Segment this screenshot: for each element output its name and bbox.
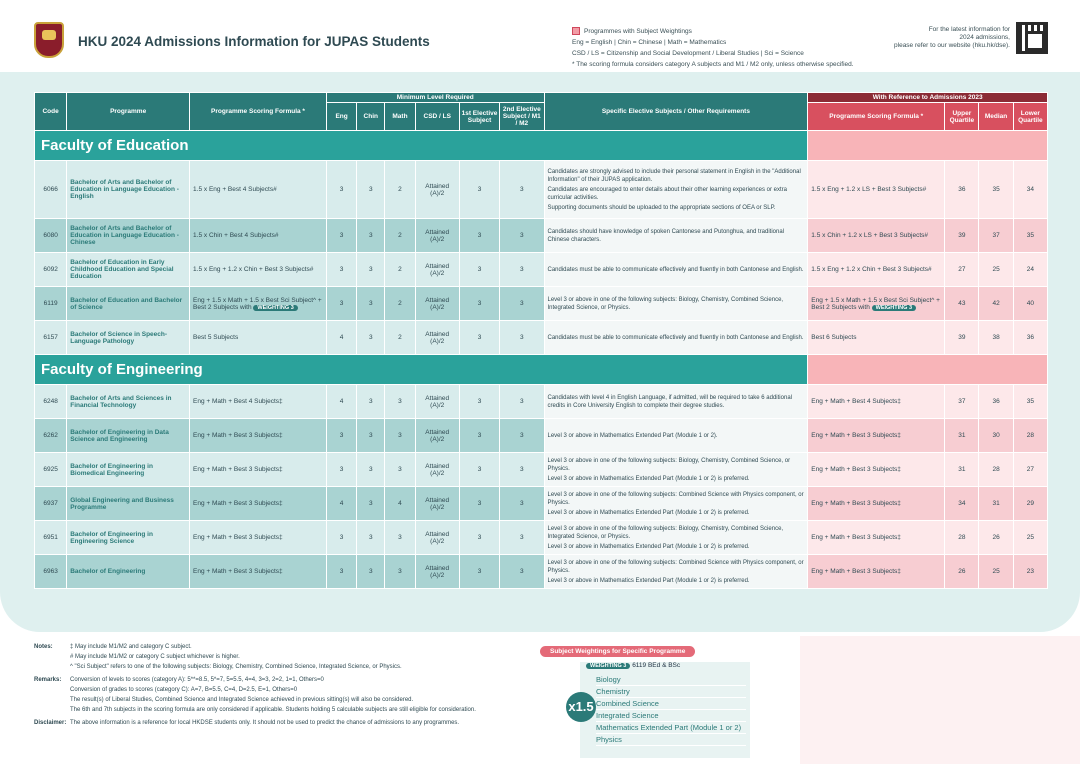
scoring-formula: 1.5 x Chin + Best 4 Subjects#: [190, 219, 327, 253]
median: 25: [979, 253, 1013, 287]
header-programme: Programme: [67, 93, 190, 131]
remark-text: The 6th and 7th subjects in the scoring formula are only considered if applicable. Students holding 5 calculable subjects are still eligible for consideration.: [70, 707, 476, 713]
min-elective1: 3: [459, 321, 499, 355]
scoring-formula: 1.5 x Eng + 1.2 x Chin + Best 3 Subjects#: [190, 253, 327, 287]
ref-formula: Best 6 Subjects: [808, 321, 945, 355]
min-csd: Attained (A)/2: [415, 555, 459, 589]
ref-formula: [808, 287, 945, 321]
programme-code: 6925: [35, 453, 67, 487]
median: 31: [979, 487, 1013, 521]
min-eng: 4: [326, 321, 356, 355]
disclaimer-label: Disclaimer:: [34, 720, 67, 726]
weighting-subject-list: [596, 674, 746, 746]
admissions-table: [34, 92, 1048, 589]
upper-quartile: 28: [945, 521, 979, 555]
min-eng: 4: [326, 487, 356, 521]
note-text: ^ "Sci Subject" refers to one of the following subjects: Biology, Chemistry, Combined Science, Integrated Science, or Physics.: [70, 664, 402, 670]
min-chin: 3: [357, 287, 385, 321]
website-info: [870, 26, 1010, 50]
header: [0, 0, 1080, 80]
header-csd: CSD / LS: [415, 103, 459, 131]
website-line1: For the latest information for: [928, 26, 1010, 33]
requirements: Candidates with level 4 in English Language, if admitted, will be required to take 6 additional credits in Core University English to complete their degree studies.: [544, 385, 808, 419]
min-math: 3: [385, 453, 415, 487]
requirement-text: Level 3 or above in Mathematics Extended Part (Module 1 or 2) is preferred.: [547, 543, 750, 550]
min-math: 2: [385, 321, 415, 355]
requirements: [544, 555, 808, 589]
programme-name[interactable]: Bachelor of Science in Speech-Language Pathology: [67, 321, 190, 355]
programme-code: 6119: [35, 287, 67, 321]
programme-name[interactable]: Bachelor of Education in Early Childhood Education and Special Education: [67, 253, 190, 287]
notes-section: [34, 642, 534, 728]
min-eng: 3: [326, 453, 356, 487]
min-elective1: 3: [459, 453, 499, 487]
header-chin: Chin: [357, 103, 385, 131]
scoring-formula-text: Eng + 1.5 x Math + 1.5 x Best Sci Subject^ + Best 2 Subjects with: [193, 296, 322, 311]
requirement-text: Level 3 or above in Mathematics Extended Part (Module 1 or 2) is preferred.: [547, 577, 750, 584]
min-elective1: 3: [459, 161, 499, 219]
scoring-formula: Best 5 Subjects: [190, 321, 327, 355]
requirement-text: Level 3 or above in Mathematics Extended Part (Module 1 or 2) is preferred.: [547, 509, 750, 516]
programme-code: 6951: [35, 521, 67, 555]
header-lower-quartile: Lower Quartile: [1013, 103, 1047, 131]
requirements: [544, 161, 808, 219]
min-elective1: 3: [459, 253, 499, 287]
min-csd: Attained (A)/2: [415, 161, 459, 219]
requirement-text: Candidates are encouraged to enter details about their other learning experiences or extra curricular activities.: [547, 186, 787, 201]
lower-quartile: 28: [1013, 419, 1047, 453]
weighting-badge: WEIGHTING 3: [253, 305, 297, 311]
remarks-label: Remarks:: [34, 677, 62, 683]
requirements: [544, 487, 808, 521]
requirement-text: Level 3 or above in Mathematics Extended Part (Module 1 or 2) is preferred.: [547, 475, 750, 482]
min-elective2: 3: [500, 555, 544, 589]
median: 36: [979, 385, 1013, 419]
lower-quartile: 35: [1013, 385, 1047, 419]
header-eng: Eng: [326, 103, 356, 131]
upper-quartile: 34: [945, 487, 979, 521]
min-chin: 3: [357, 487, 385, 521]
min-eng: 3: [326, 521, 356, 555]
requirement-text: Candidates are strongly advised to include their personal statement in English in the "Additional Information" of their JUPAS application.: [547, 168, 801, 183]
table-row: [35, 419, 1048, 453]
min-elective1: 3: [459, 385, 499, 419]
requirements: [544, 453, 808, 487]
ref-formula: 1.5 x Eng + 1.2 x Chin + Best 3 Subjects#: [808, 253, 945, 287]
note-text: ‡ May include M1/M2 and category C subject.: [70, 644, 192, 650]
programme-name[interactable]: Global Engineering and Business Programme: [67, 487, 190, 521]
programme-name[interactable]: Bachelor of Engineering in Biomedical Engineering: [67, 453, 190, 487]
min-chin: 3: [357, 253, 385, 287]
legend: [572, 26, 854, 70]
min-eng: 3: [326, 287, 356, 321]
scoring-formula: Eng + Math + Best 3 Subjects‡: [190, 521, 327, 555]
subject-weightings-box: [540, 640, 740, 760]
legend-line3: * The scoring formula considers category A subjects and M1 / M2 only, unless otherwise specified.: [572, 61, 854, 68]
remark-text: Conversion of levels to scores (category A): 5**=8.5, 5*=7, 5=5.5, 4=4, 3=3, 2=2, 1=1, Others=0: [70, 677, 324, 683]
list-item: Chemistry: [596, 686, 746, 698]
min-elective2: 3: [500, 287, 544, 321]
table-row: [35, 219, 1048, 253]
header-elective1: 1st Elective Subject: [459, 103, 499, 131]
min-elective2: 3: [500, 487, 544, 521]
min-elective1: 3: [459, 219, 499, 253]
header-requirements: Specific Elective Subjects / Other Requirements: [544, 93, 808, 131]
programme-code: 6248: [35, 385, 67, 419]
ref-formula: Eng + Math + Best 3 Subjects‡: [808, 419, 945, 453]
table-row: [35, 453, 1048, 487]
min-csd: Attained (A)/2: [415, 287, 459, 321]
header-code: Code: [35, 93, 67, 131]
lower-quartile: 23: [1013, 555, 1047, 589]
min-chin: 3: [357, 419, 385, 453]
subject-weightings-title: Subject Weightings for Specific Programme: [540, 646, 695, 657]
scoring-formula: Eng + Math + Best 3 Subjects‡: [190, 555, 327, 589]
min-chin: 3: [357, 219, 385, 253]
requirement-text: Supporting documents should be uploaded to the appropriate sections of OEA or SLP.: [547, 204, 776, 211]
min-elective2: 3: [500, 521, 544, 555]
legend-line2: CSD / LS = Citizenship and Social Development / Liberal Studies | Sci = Science: [572, 50, 804, 57]
table-row: [35, 287, 1048, 321]
requirement-text: Level 3 or above in one of the following subjects: Biology, Chemistry, Combined Science, or Physics.: [547, 457, 791, 472]
lower-quartile: 29: [1013, 487, 1047, 521]
faculty-education-pink: [808, 131, 1048, 161]
programme-code: 6963: [35, 555, 67, 589]
hku-crest-icon: [34, 22, 64, 58]
min-math: 3: [385, 555, 415, 589]
min-elective1: 3: [459, 521, 499, 555]
scoring-formula: Eng + Math + Best 3 Subjects‡: [190, 487, 327, 521]
table-row: [35, 385, 1048, 419]
requirement-text: Level 3 or above in one of the following subjects: Biology, Chemistry, Combined Science, Integrated Science, or Physics.: [547, 525, 784, 540]
scoring-formula: Eng + Math + Best 3 Subjects‡: [190, 419, 327, 453]
min-eng: 3: [326, 161, 356, 219]
min-elective2: 3: [500, 385, 544, 419]
legend-weighting: Programmes with Subject Weightings: [584, 28, 692, 35]
upper-quartile: 37: [945, 385, 979, 419]
table-row: [35, 321, 1048, 355]
median: 37: [979, 219, 1013, 253]
median: 28: [979, 453, 1013, 487]
median: 35: [979, 161, 1013, 219]
min-elective2: 3: [500, 453, 544, 487]
table-row: [35, 555, 1048, 589]
min-csd: Attained (A)/2: [415, 487, 459, 521]
min-elective1: 3: [459, 419, 499, 453]
ref-formula: Eng + Math + Best 3 Subjects‡: [808, 555, 945, 589]
programme-name[interactable]: Bachelor of Arts and Bachelor of Education in Language Education - English: [67, 161, 190, 219]
header-upper-quartile: Upper Quartile: [945, 103, 979, 131]
min-eng: 3: [326, 253, 356, 287]
lower-quartile: 35: [1013, 219, 1047, 253]
header-reference: With Reference to Admissions 2023: [808, 93, 1048, 103]
upper-quartile: 27: [945, 253, 979, 287]
min-chin: 3: [357, 385, 385, 419]
min-math: 2: [385, 253, 415, 287]
scoring-formula: [190, 287, 327, 321]
ref-formula: 1.5 x Eng + 1.2 x LS + Best 3 Subjects#: [808, 161, 945, 219]
programme-name[interactable]: Bachelor of Engineering in Engineering Science: [67, 521, 190, 555]
programme-code: 6157: [35, 321, 67, 355]
faculty-education-heading: Faculty of Education: [35, 131, 808, 161]
programme-code: 6262: [35, 419, 67, 453]
disclaimer-text: The above information is a reference for local HKDSE students only. It should not be used to predict the chance of admissions to any programmes.: [70, 720, 460, 726]
requirement-text: Level 3 or above in one of the following subjects: Combined Science with Physics component, or Physics.: [547, 491, 804, 506]
multiplier-badge: x1.5: [566, 692, 596, 722]
header-math: Math: [385, 103, 415, 131]
min-csd: Attained (A)/2: [415, 253, 459, 287]
min-chin: 3: [357, 161, 385, 219]
min-eng: 3: [326, 555, 356, 589]
min-elective2: 3: [500, 321, 544, 355]
ref-formula: Eng + Math + Best 3 Subjects‡: [808, 521, 945, 555]
min-csd: Attained (A)/2: [415, 219, 459, 253]
min-math: 3: [385, 385, 415, 419]
note-text: # May include M1/M2 or category C subject whichever is higher.: [70, 654, 240, 660]
weighting-badge: WEIGHTING 3: [586, 663, 630, 669]
upper-quartile: 39: [945, 321, 979, 355]
website-line3[interactable]: please refer to our website (hku.hk/dse).: [894, 42, 1010, 49]
lower-quartile: 25: [1013, 521, 1047, 555]
min-chin: 3: [357, 521, 385, 555]
qr-code-icon[interactable]: [1016, 22, 1048, 54]
programme-code: 6066: [35, 161, 67, 219]
table-row: [35, 487, 1048, 521]
lower-quartile: 27: [1013, 453, 1047, 487]
requirements: Candidates must be able to communicate effectively and fluently in both Cantonese and English.: [544, 321, 808, 355]
upper-quartile: 26: [945, 555, 979, 589]
programme-code: 6080: [35, 219, 67, 253]
median: 26: [979, 521, 1013, 555]
programme-code: 6092: [35, 253, 67, 287]
min-csd: Attained (A)/2: [415, 385, 459, 419]
scoring-formula: 1.5 x Eng + Best 4 Subjects#: [190, 161, 327, 219]
min-eng: 3: [326, 219, 356, 253]
min-csd: Attained (A)/2: [415, 321, 459, 355]
min-math: 2: [385, 219, 415, 253]
upper-quartile: 36: [945, 161, 979, 219]
min-chin: 3: [357, 321, 385, 355]
header-min-level: Minimum Level Required: [326, 93, 544, 103]
median: 25: [979, 555, 1013, 589]
requirements: Level 3 or above in Mathematics Extended Part (Module 1 or 2).: [544, 419, 808, 453]
scoring-formula: Eng + Math + Best 3 Subjects‡: [190, 453, 327, 487]
ref-formula-text: Eng + 1.5 x Math + 1.5 x Best Sci Subject^ + Best 2 Subjects with: [811, 296, 940, 311]
table-row: [35, 161, 1048, 219]
weighting-badge: WEIGHTING 3: [872, 305, 916, 311]
lower-quartile: 34: [1013, 161, 1047, 219]
list-item: Combined Science: [596, 698, 746, 710]
upper-quartile: 43: [945, 287, 979, 321]
min-math: 4: [385, 487, 415, 521]
ref-formula: Eng + Math + Best 3 Subjects‡: [808, 453, 945, 487]
programme-name[interactable]: Bachelor of Engineering in Data Science and Engineering: [67, 419, 190, 453]
median: 42: [979, 287, 1013, 321]
min-elective2: 3: [500, 161, 544, 219]
header-median: Median: [979, 103, 1013, 131]
legend-line1: Eng = English | Chin = Chinese | Math = Mathematics: [572, 39, 727, 46]
lower-quartile: 36: [1013, 321, 1047, 355]
programme-name[interactable]: Bachelor of Engineering: [67, 555, 190, 589]
page-title: HKU 2024 Admissions Information for JUPAS Students: [78, 34, 430, 49]
median: 38: [979, 321, 1013, 355]
list-item: Physics: [596, 734, 746, 746]
min-elective1: 3: [459, 555, 499, 589]
min-math: 2: [385, 287, 415, 321]
min-chin: 3: [357, 555, 385, 589]
requirements: Level 3 or above in one of the following subjects: Biology, Chemistry, Combined Science, Integrated Science, or Physics.: [544, 287, 808, 321]
ref-formula: Eng + Math + Best 4 Subjects‡: [808, 385, 945, 419]
programme-name[interactable]: Bachelor of Education and Bachelor of Science: [67, 287, 190, 321]
table-row: [35, 253, 1048, 287]
remark-text: The result(s) of Liberal Studies, Combined Science and Integrated Science achieved in previous sitting(s) will also be considered.: [70, 697, 414, 703]
ref-formula: Eng + Math + Best 3 Subjects‡: [808, 487, 945, 521]
list-item: Integrated Science: [596, 710, 746, 722]
weighting-header: [586, 662, 680, 669]
list-item: Mathematics Extended Part (Module 1 or 2): [596, 722, 746, 734]
header-formula: Programme Scoring Formula *: [190, 93, 327, 131]
min-math: 3: [385, 521, 415, 555]
min-elective1: 3: [459, 487, 499, 521]
remark-text: Conversion of grades to scores (category C): A=7, B=5.5, C=4, D=2.5, E=1, Others=0: [70, 687, 298, 693]
min-csd: Attained (A)/2: [415, 521, 459, 555]
notes-label: Notes:: [34, 644, 53, 650]
min-eng: 4: [326, 385, 356, 419]
min-csd: Attained (A)/2: [415, 419, 459, 453]
lower-quartile: 40: [1013, 287, 1047, 321]
min-math: 3: [385, 419, 415, 453]
ref-formula: 1.5 x Chin + 1.2 x LS + Best 3 Subjects#: [808, 219, 945, 253]
programme-code: 6937: [35, 487, 67, 521]
table-row: [35, 521, 1048, 555]
header-ref-formula: Programme Scoring Formula *: [808, 103, 945, 131]
min-chin: 3: [357, 453, 385, 487]
programme-name[interactable]: Bachelor of Arts and Sciences in Financial Technology: [67, 385, 190, 419]
list-item: Biology: [596, 674, 746, 686]
lower-quartile: 24: [1013, 253, 1047, 287]
header-elective2: 2nd Elective Subject / M1 / M2: [500, 103, 544, 131]
scoring-formula: Eng + Math + Best 4 Subjects‡: [190, 385, 327, 419]
min-eng: 3: [326, 419, 356, 453]
requirements: Candidates must be able to communicate effectively and fluently in both Cantonese and English.: [544, 253, 808, 287]
upper-quartile: 31: [945, 419, 979, 453]
min-csd: Attained (A)/2: [415, 453, 459, 487]
faculty-engineering-heading: Faculty of Engineering: [35, 355, 808, 385]
min-elective1: 3: [459, 287, 499, 321]
median: 30: [979, 419, 1013, 453]
min-elective2: 3: [500, 219, 544, 253]
upper-quartile: 31: [945, 453, 979, 487]
weighting-marker-icon: [572, 27, 580, 35]
pink-background: [800, 636, 1080, 764]
min-elective2: 3: [500, 253, 544, 287]
programme-name[interactable]: Bachelor of Arts and Bachelor of Education in Language Education - Chinese: [67, 219, 190, 253]
requirements: [544, 521, 808, 555]
requirements: Candidates should have knowledge of spoken Cantonese and Putonghua, and traditional Chinese characters.: [544, 219, 808, 253]
min-elective2: 3: [500, 419, 544, 453]
upper-quartile: 39: [945, 219, 979, 253]
faculty-engineering-pink: [808, 355, 1048, 385]
website-line2: 2024 admissions,: [959, 34, 1010, 41]
requirement-text: Level 3 or above in one of the following subjects: Combined Science with Physics component, or Physics.: [547, 559, 804, 574]
min-math: 2: [385, 161, 415, 219]
weighting-programme: 6119 BEd & BSc: [632, 662, 681, 669]
